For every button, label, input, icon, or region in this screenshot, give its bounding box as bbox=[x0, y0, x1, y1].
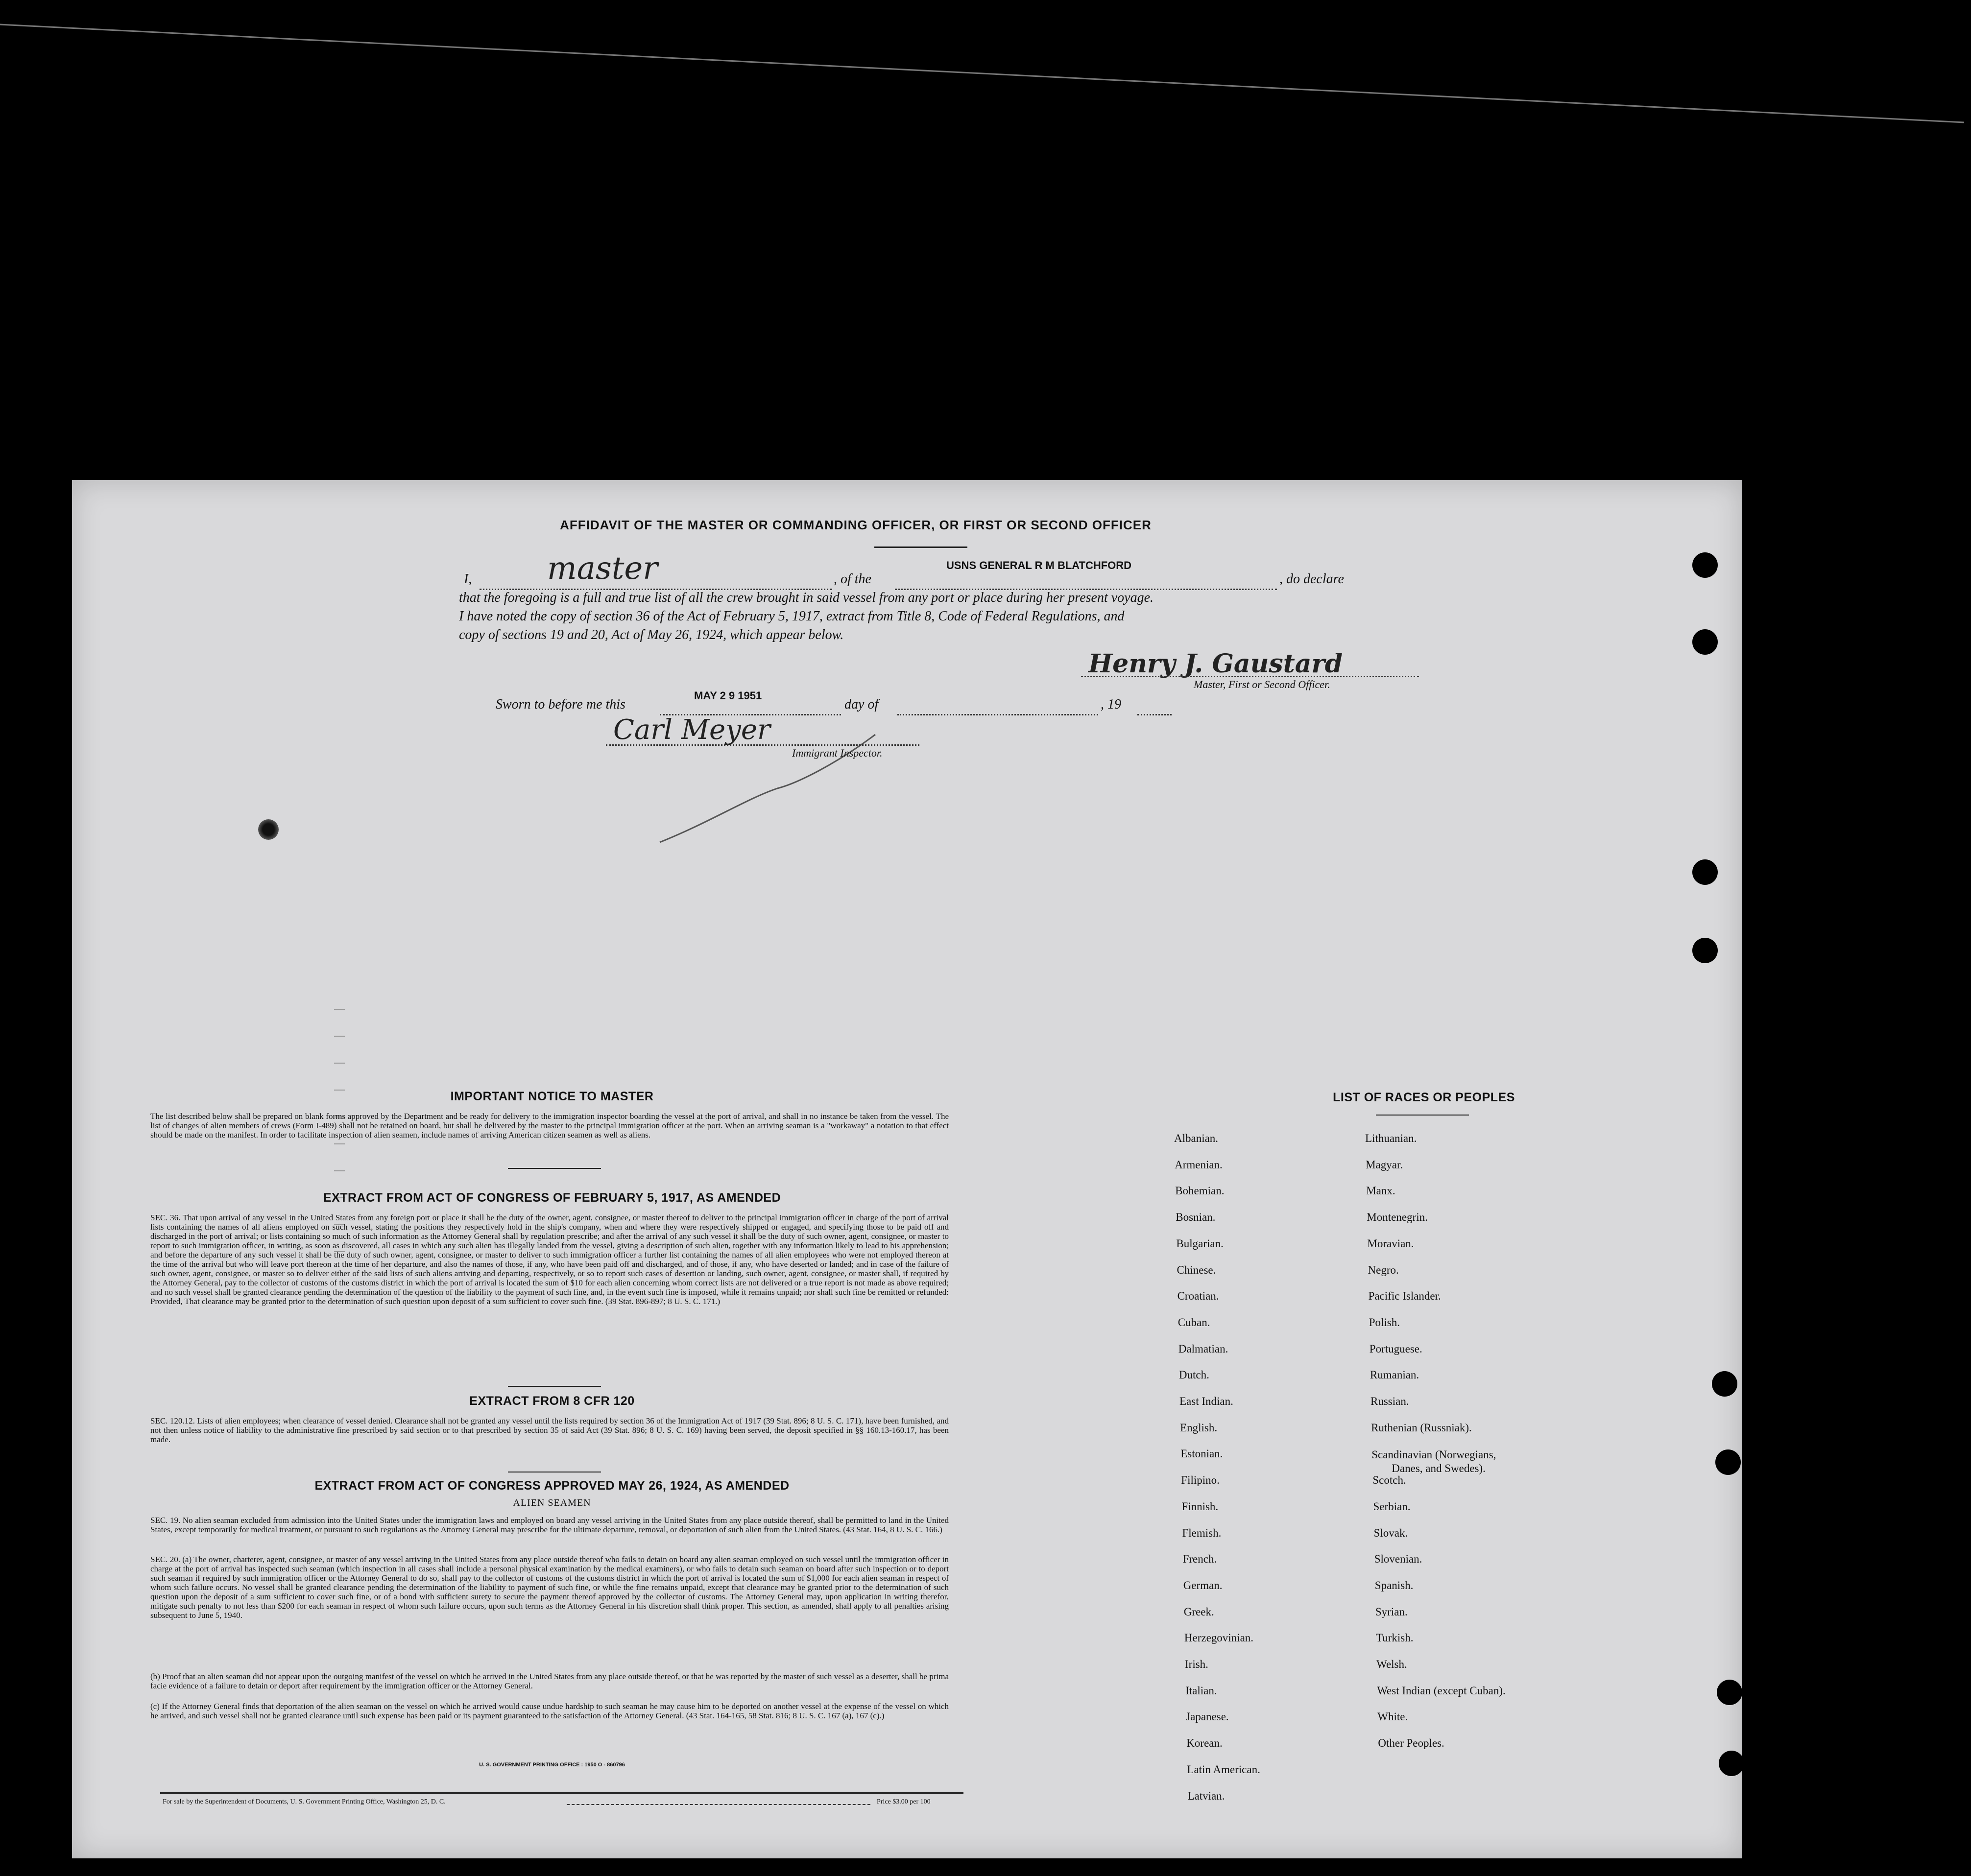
extract-8cfr-title: EXTRACT FROM 8 CFR 120 bbox=[469, 1394, 635, 1408]
date-stamp: MAY 2 9 1951 bbox=[694, 689, 762, 702]
race-item: Rumanian. bbox=[1370, 1369, 1419, 1381]
name-handwritten: master bbox=[547, 550, 658, 587]
sworn-line bbox=[496, 689, 1255, 715]
margin-tick bbox=[334, 1063, 345, 1064]
footer-dashes bbox=[567, 1798, 870, 1805]
punch-hole bbox=[1692, 552, 1718, 578]
footer-right: Price $3.00 per 100 bbox=[877, 1798, 931, 1805]
race-item: White. bbox=[1377, 1710, 1408, 1723]
ink-blot bbox=[258, 819, 279, 840]
race-item: Bulgarian. bbox=[1176, 1237, 1224, 1250]
race-item: Syrian. bbox=[1375, 1605, 1408, 1618]
race-item: Serbian. bbox=[1373, 1500, 1411, 1513]
master-signature: Henry J. Gaustard bbox=[1088, 649, 1343, 679]
master-signature-line[interactable] bbox=[1081, 676, 1419, 677]
declaration-line-4: copy of sections 19 and 20, Act of May 26, 1924, which appear below. bbox=[459, 627, 844, 642]
race-item: Pacific Islander. bbox=[1368, 1290, 1441, 1303]
extract-1924-sec20a: SEC. 20. (a) The owner, charterer, agent, consignee, or master of any vessel arriving in the United States from any place outside thereof who fails to detain on board any alien seaman employed on such vessel until the immigration officer in charge at the port of arrival has inspected such seaman (which inspection in all cases shall include a personal physical examination by the medical examiners), or who fails to detain such seaman on board after such inspection or to deport such seaman if required by such immigration officer or the Attorney General to do so, shall pay to the collector of customs of the customs district in which the port of arrival is located the sum of $1,000 for each alien seaman in respect of whom such failure occurs. No vessel shall be granted clearance pending the determination of the liability to payment of such fine, or while the fine remains unpaid, except that clearance may be granted prior to the determination of such question upon the deposit of a sum sufficient to cover such fine, or of a bond with sufficient surety to secure the payment thereof approved by the collector of customs. The Attorney General may, upon application in writing therefor, mitigate such penalty to not less than $200 for each seaman in respect of whom such failure occurs, upon such terms as the Attorney General in his discretion shall think proper. This section, as amended, shall apply to all penalties arising subsequent to June 5, 1940. bbox=[150, 1555, 949, 1620]
race-item: Welsh. bbox=[1376, 1658, 1407, 1670]
race-item: Russian. bbox=[1370, 1395, 1409, 1407]
race-item: Irish. bbox=[1185, 1658, 1208, 1670]
race-item: Scotch. bbox=[1372, 1474, 1406, 1487]
title-rule bbox=[874, 546, 967, 548]
vessel-field[interactable] bbox=[895, 574, 1277, 590]
race-item: Croatian. bbox=[1177, 1290, 1219, 1303]
race-item: Magyar. bbox=[1366, 1158, 1403, 1171]
race-item: Portuguese. bbox=[1369, 1342, 1422, 1355]
section-rule bbox=[508, 1386, 601, 1387]
race-item: Slovenian. bbox=[1374, 1553, 1422, 1566]
extract-1924-subtitle: ALIEN SEAMEN bbox=[513, 1497, 591, 1508]
race-item: Albanian. bbox=[1174, 1132, 1219, 1144]
inspector-caption: Immigrant Inspector. bbox=[792, 747, 883, 759]
inspector-signature-line[interactable] bbox=[606, 744, 919, 746]
race-item: Ruthenian (Russniak). bbox=[1371, 1421, 1472, 1434]
margin-tick bbox=[334, 1170, 345, 1171]
race-item: Lithuanian. bbox=[1365, 1132, 1417, 1144]
race-item: Finnish. bbox=[1181, 1500, 1219, 1513]
declaration-line-1 bbox=[464, 550, 1468, 590]
race-item: Dalmatian. bbox=[1178, 1342, 1228, 1355]
race-item: Estonian. bbox=[1180, 1448, 1223, 1460]
notice-text: The list described below shall be prepared on blank forms approved by the Department and be ready for delivery to the immigration inspector boarding the vessel at the port of arrival, and shall in no instance be taken from the vessel. The list of changes of alien members of crews (Form I-489) shall not be retained on board, but shall be delivered by the master to the principal immigration officer at the port. When an arriving seaman is a "workaway" a notation to that effect should be made on the manifest. In order to facilitate inspection of alien seamen, include names of arriving American citizen seamen as well as aliens. bbox=[150, 1112, 949, 1140]
inspector-signature-flourish bbox=[650, 725, 905, 847]
race-item: Korean. bbox=[1186, 1737, 1223, 1750]
year-field[interactable] bbox=[1137, 699, 1172, 715]
punch-hole bbox=[1692, 859, 1718, 885]
race-item: English. bbox=[1180, 1421, 1218, 1434]
race-item: Manx. bbox=[1366, 1185, 1395, 1197]
race-item: West Indian (except Cuban). bbox=[1377, 1684, 1506, 1697]
do-declare-label: , do declare bbox=[1279, 571, 1344, 587]
extract-8cfr-text: SEC. 120.12. Lists of alien employees; when clearance of vessel denied. Clearance shall not be granted any vessel until the lists required by section 36 of the Immigration Act of 1917 (39 Stat. 896; 8 U. S. C. 171), have been furnished, and not then unless notice of liability to the administrative fine prescribed by said section or to that prescribed by section 35 of said Act (39 Stat. 896; 8 U. S. C. 169) having been served, the deposit specified in §§ 160.13-160.17, has been made. bbox=[150, 1416, 949, 1444]
race-item: Filipino. bbox=[1181, 1474, 1220, 1487]
margin-tick bbox=[334, 1143, 345, 1144]
race-item: Turkish. bbox=[1376, 1632, 1414, 1644]
race-item: Italian. bbox=[1185, 1684, 1217, 1697]
race-item: French. bbox=[1182, 1553, 1217, 1566]
extract-1924-title: EXTRACT FROM ACT OF CONGRESS APPROVED MAY 26, 1924, AS AMENDED bbox=[314, 1479, 790, 1493]
race-item: Spanish. bbox=[1374, 1579, 1414, 1591]
scan-artifact-line bbox=[0, 0, 1971, 127]
race-item: Greek. bbox=[1183, 1605, 1214, 1618]
month-field[interactable] bbox=[897, 699, 1098, 715]
races-title-rule bbox=[1376, 1115, 1469, 1116]
race-item: Negro. bbox=[1368, 1263, 1399, 1276]
i-label: I, bbox=[464, 571, 472, 587]
master-caption: Master, First or Second Officer. bbox=[1194, 678, 1330, 690]
race-item: Montenegrin. bbox=[1367, 1211, 1428, 1224]
punch-hole bbox=[1717, 1680, 1742, 1705]
race-item: Dutch. bbox=[1178, 1369, 1209, 1381]
footer-rule bbox=[160, 1792, 963, 1794]
extract-1924-sec20b: (b) Proof that an alien seaman did not appear upon the outgoing manifest of the vessel on which he arrived in the United States from any place outside thereof, or that he was reported by the master of such vessel as a deserter, shall be prima facie evidence of a failure to detain or deport after requirement by the immigration officer or the Attorney General. bbox=[150, 1672, 949, 1690]
race-item: Danes, and Swedes). bbox=[1392, 1462, 1486, 1475]
section-rule bbox=[508, 1168, 601, 1169]
race-item: German. bbox=[1183, 1579, 1223, 1591]
form-page bbox=[72, 480, 1742, 1858]
margin-tick bbox=[334, 1036, 345, 1037]
race-item: Scandinavian (Norwegians, bbox=[1371, 1449, 1496, 1461]
punch-hole bbox=[1712, 1371, 1737, 1397]
race-item: Polish. bbox=[1369, 1316, 1400, 1329]
extract-1924-sec20c: (c) If the Attorney General finds that deportation of the alien seaman on the vessel on which he arrived would cause undue hardship to such seaman he may cause him to be deported on another vessel at the expense of the vessel on which he arrived, and such vessel shall not be granted clearance until such expense has been paid or its payment guaranteed to the satisfaction of the Attorney General. (43 Stat. 164-165, 58 Stat. 816; 8 U. S. C. 167 (a), 167 (c).) bbox=[150, 1702, 949, 1720]
inspector-signature: Carl Meyer bbox=[613, 714, 770, 746]
race-item: Chinese. bbox=[1177, 1263, 1216, 1276]
declaration-line-3: I have noted the copy of section 36 of the Act of February 5, 1917, extract from Title 8, Code of Federal Regulations, and bbox=[459, 609, 1125, 624]
race-item: Herzegovinian. bbox=[1184, 1632, 1254, 1644]
of-the-label: , of the bbox=[834, 571, 871, 587]
punch-hole bbox=[1692, 629, 1718, 655]
printing-office-line: U. S. GOVERNMENT PRINTING OFFICE : 1950 O - 860796 bbox=[479, 1762, 625, 1768]
sworn-label: Sworn to before me this bbox=[496, 697, 625, 712]
extract-1917-text: SEC. 36. That upon arrival of any vessel in the United States from any foreign port or place it shall be the duty of the owner, agent, consignee, or master thereof to deliver to the principal immigration officer in charge of the port of arrival lists containing the names of all aliens employed on such vessel, stating the positions they respectively hold in the ship's company, when and where they were respectively shipped or engaged, and specifying those to be paid off and discharged in the port of arrival; or lists containing so much of such information as the Attorney General shall by regulation prescribe; and after the arrival of any such vessel it shall be the duty of such owner, agent, consignee, or master to report to such immigration officer, in writing, as soon as discovered, all cases in which any such alien has illegally landed from the vessel, giving a description of such alien, together with any information likely to lead to his apprehension; and before the departure of any such vessel it shall be the duty of such owner, agent, consignee, or master to deliver to such immigration officer a further list containing the names of all alien employees who were not employed thereon at the time of the arrival but who will leave port thereon at the time of her departure, and also the names of those, if any, who have been paid off and discharged, and of those, if any, who have deserted or landed; and in case of the failure of such owner, agent, consignee, or master so to deliver either of the said lists of such aliens arriving and departing, respectively, or so to report such cases of desertion or landing, such owner, agent, consignee, or master shall, if required by the Attorney General, pay to the collector of customs of the customs district in which the port of arrival is located the sum of $10 for each alien concerning whom correct lists are not delivered or a true report is not made as above required; and no such vessel shall be granted clearance pending the determination of the question of the liability to the payment of such fine, and, in the event such fine is imposed, while it remains unpaid; nor shall such fine be remitted or refunded: Provided, That clearance may be granted prior to the determination of such question upon deposit of a sum sufficient to cover such fine. (39 Stat. 896-897; 8 U. S. C. 171.) bbox=[150, 1213, 949, 1306]
race-item: Cuban. bbox=[1178, 1316, 1210, 1329]
race-item: Latvian. bbox=[1187, 1789, 1225, 1802]
race-item: Bosnian. bbox=[1176, 1211, 1216, 1224]
race-item: East Indian. bbox=[1179, 1395, 1233, 1407]
margin-tick bbox=[334, 1009, 345, 1010]
races-title: LIST OF RACES OR PEOPLES bbox=[1333, 1091, 1515, 1104]
punch-hole bbox=[1692, 938, 1718, 963]
day-of-label: day of bbox=[844, 697, 879, 712]
notice-title: IMPORTANT NOTICE TO MASTER bbox=[450, 1090, 654, 1103]
affidavit-title: AFFIDAVIT OF THE MASTER OR COMMANDING OFFICER, OR FIRST OR SECOND OFFICER bbox=[560, 518, 1152, 532]
race-item: Moravian. bbox=[1367, 1237, 1414, 1250]
extract-1917-title: EXTRACT FROM ACT OF CONGRESS OF FEBRUARY 5, 1917, AS AMENDED bbox=[323, 1191, 781, 1205]
race-item: Armenian. bbox=[1175, 1158, 1223, 1171]
race-item: Bohemian. bbox=[1175, 1185, 1225, 1197]
race-item: Slovak. bbox=[1373, 1526, 1408, 1539]
punch-hole bbox=[1715, 1449, 1741, 1475]
punch-hole bbox=[1719, 1751, 1742, 1776]
footer-left: For sale by the Superintendent of Documents, U. S. Government Printing Office, Washington 25, D. C. bbox=[163, 1798, 446, 1805]
declaration-line-2: that the foregoing is a full and true list of all the crew brought in said vessel from any port or place during her present voyage. bbox=[459, 590, 1154, 605]
race-item: Japanese. bbox=[1186, 1710, 1229, 1723]
vessel-name: USNS GENERAL R M BLATCHFORD bbox=[946, 559, 1132, 571]
race-item: Latin American. bbox=[1187, 1763, 1260, 1776]
year-label: , 19 bbox=[1101, 697, 1121, 712]
extract-1924-sec19: SEC. 19. No alien seaman excluded from admission into the United States under the immigration laws and employed on board any vessel arriving in the United States from any place outside thereof, shall be permitted to land in the United States, except temporarily for medical treatment, or pursuant to such regulations as the Attorney General may prescribe for the ultimate departure, removal, or deportation of such alien from the United States. (43 Stat. 164, 8 U. S. C. 166.) bbox=[150, 1516, 949, 1534]
race-item: Flemish. bbox=[1182, 1526, 1222, 1539]
race-item: Other Peoples. bbox=[1378, 1737, 1444, 1750]
